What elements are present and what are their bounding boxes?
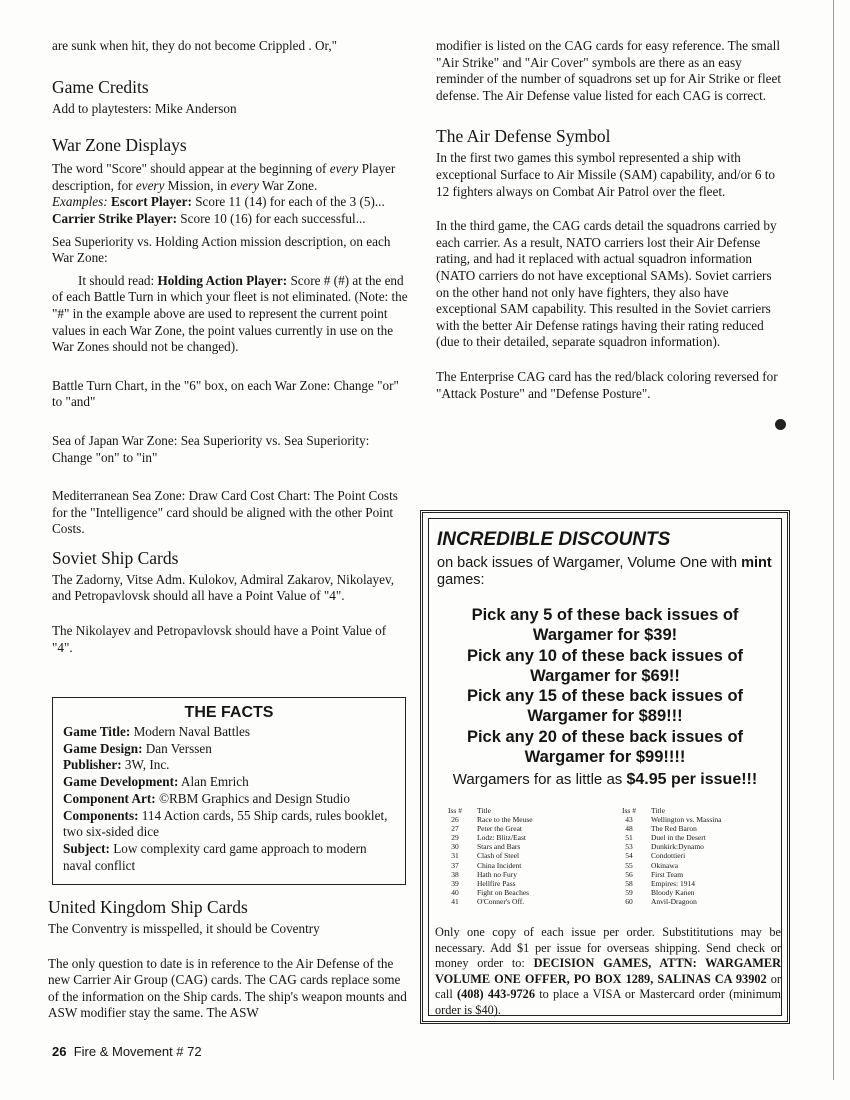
fact-label: Components: (63, 807, 139, 823)
discounts-ad-inner (428, 518, 782, 1016)
issue-row (445, 824, 577, 833)
end-of-article-bullet-icon (775, 419, 786, 430)
mediterranean-paragraph: Mediterranean Sea Zone: Draw Card Cost Chart: The Point Costs for the "Intelligence" card should be aligned with the other Point Costs. (52, 488, 398, 537)
left-column (52, 38, 410, 656)
issue-number: 59 (625, 887, 633, 897)
issue-row (619, 815, 751, 824)
offer-line: Wargamer for $39! (532, 626, 678, 645)
issue-row (619, 888, 751, 897)
offer-line: Pick any 20 of these back issues of (466, 727, 744, 746)
facts-box (52, 697, 406, 885)
game-credits-text: Add to playtesters: Mike Anderson (52, 100, 237, 116)
issue-title: Peter the Great (477, 824, 522, 834)
offer-line: Wargamer for $89!!! (527, 707, 683, 726)
issue-number: 43 (625, 815, 633, 825)
issue-title: Duel in the Desert (651, 833, 706, 843)
soviet-heading: Soviet Ship Cards (52, 547, 179, 568)
issues-rows-left (445, 815, 577, 906)
fact-value: 114 Action cards, 55 Ship cards, rules booklet, two six-sided dice (63, 807, 388, 840)
issue-number: 31 (451, 851, 459, 861)
issue-row (445, 879, 577, 888)
discounts-ad-box (420, 510, 790, 1024)
issue-title: Okinawa (651, 860, 679, 870)
war-zone-paragraph-1: The word "Score" should appear at the beginning of every Player description, for every Mission, in every War Zone. Examples: Escort Player: Score 11 (14) for each of the 3 (5)... Carrier Strike Player: Score 10 (16) for each successful... (52, 161, 396, 226)
issue-row (619, 879, 751, 888)
issues-header-right: Iss # Title (622, 806, 665, 815)
issue-row (619, 870, 751, 879)
offer-line: Pick any 10 of these back issues of (466, 646, 744, 665)
fact-value: Dan Verssen (142, 740, 212, 756)
issue-title: Wellington vs. Massina (651, 815, 722, 825)
intro-text: are sunk when hit, they do not become Crippled . Or," (52, 38, 338, 53)
issue-row (619, 824, 751, 833)
issue-row (445, 842, 577, 851)
issue-row (619, 897, 751, 906)
fact-label: Publisher: (63, 757, 122, 773)
magazine-name: Fire & Movement # 72 (73, 1044, 202, 1059)
right-column (436, 38, 788, 402)
issue-title: The Red Baron (651, 824, 697, 834)
issue-title: Hath no Fury (477, 869, 517, 879)
discounts-title: INCREDIBLE DISCOUNTS (437, 529, 671, 550)
fact-item (63, 774, 395, 791)
fact-value: 3W, Inc. (121, 757, 170, 773)
cag-continued-paragraph: modifier is listed on the CAG cards for easy reference. The small "Air Strike" and "Air Cover" symbols are there as an easy reminder of the number of squadrons set up for Air Strike or fleet defense. The Air Defense value listed for each CAG is correct. (436, 38, 781, 103)
issue-number: 29 (451, 833, 459, 843)
issue-row (445, 897, 577, 906)
air-defense-paragraph-2: In the third game, the CAG cards detail the squadrons carried by each carrier. As a result, NATO carriers lost their Air Defense rating, and had it replaced with actual squadron information (NATO carriers do not have exceptional SAMs). Soviet carriers on the other hand not only have fighters, they also have exceptional SAM capability. This resulted in the Soviet carriers with the better Air Defense ratings having their rating reduced (due to their detailed, separate squadron information). (436, 218, 777, 350)
issue-number: 53 (625, 842, 633, 852)
issue-number: 26 (451, 815, 459, 825)
issue-row (445, 815, 577, 824)
fact-label: Game Title: (63, 724, 131, 739)
offer-line: Wargamer for $69!! (530, 666, 680, 685)
issue-number: 55 (625, 860, 633, 870)
issue-row (445, 870, 577, 879)
fact-value: Low complexity card game approach to modern naval conflict (63, 840, 367, 873)
issue-row (619, 851, 751, 860)
fact-item (63, 791, 395, 808)
issue-number: 39 (451, 878, 459, 888)
issue-row (619, 842, 751, 851)
issue-title: Bloody Kanen (651, 887, 695, 897)
fact-value: ©RBM Graphics and Design Studio (155, 790, 350, 806)
page-edge-divider (833, 0, 834, 1080)
issue-number: 58 (625, 878, 633, 888)
fact-item (63, 841, 395, 874)
sea-of-japan-paragraph: Sea of Japan War Zone: Sea Superiority vs. Sea Superiority: Change "on" to "in" (52, 432, 370, 465)
fact-label: Subject: (63, 840, 110, 856)
offer-line: Wargamer for $99!!!! (524, 748, 686, 767)
issues-list-left (445, 806, 577, 906)
issue-row (445, 888, 577, 897)
soviet-paragraph-2: The Nikolayev and Petropavlovsk should have a Point Value of "4". (52, 623, 387, 655)
air-defense-paragraph-1: In the first two games this symbol represented a ship with exceptional Surface to Air Missile (SAM) capability, and/or 6 to 12 fighters always on Combat Air Patrol over the fleet. (436, 150, 776, 199)
price-line: Wargamers for as little as $4.95 per issue!!! (452, 771, 758, 788)
issue-title: Stars and Bars (477, 842, 521, 852)
discounts-order-info: Only one copy of each issue per order. Substititutions may be necessary. Add $1 per issue for overseas shipping. Send check or money order to: DECISION GAMES, ATTN: WARGAMER VOLUME ONE OFFER, PO BOX 1289, SALINAS CA 93902 or call (408) 443-9726 to place a VISA or Mastercard order (minimum order is $40). (435, 925, 781, 1017)
issue-title: Clash of Steel (477, 851, 520, 861)
issues-header-left: Iss # Title (448, 806, 491, 815)
uk-paragraph-1: The Conventry is misspelled, it should be Coventry (48, 921, 320, 936)
issue-number: 30 (451, 842, 459, 852)
fact-label: Game Design: (63, 740, 143, 756)
discounts-subtitle: on back issues of Wargamer, Volume One with mint games: (437, 555, 772, 588)
issue-title: Empires: 1914 (651, 878, 695, 888)
issue-title: Fight on Beaches (477, 887, 530, 897)
issue-number: 27 (451, 824, 459, 834)
offer-line: Pick any 5 of these back issues of (471, 606, 739, 624)
uk-heading: United Kingdom Ship Cards (48, 897, 248, 917)
soviet-paragraph-1: The Zadorny, Vitse Adm. Kulokov, Admiral Zakarov, Nikolayev, and Petropavlovsk should all have a Point Value of "4". (52, 571, 395, 604)
facts-title: THE FACTS (184, 704, 274, 721)
issue-title: Dunkirk:Dynamo (651, 842, 704, 852)
issue-title: Condottieri (651, 851, 686, 861)
fact-item (63, 757, 395, 774)
issue-title: First Team (651, 869, 684, 879)
uk-paragraph-2: The only question to date is in reference to the Air Defense of the new Carrier Air Group (CAG) cards. The CAG cards replace some of the information on the Ship cards. The ship's weapon mounts and ASW modifier stay the same. The ASW (48, 955, 407, 1021)
issue-title: O'Conner's Off. (477, 896, 525, 906)
issue-title: Hellfire Pass (477, 878, 516, 888)
fact-item (63, 741, 395, 758)
issue-number: 51 (625, 833, 633, 843)
issue-row (445, 861, 577, 870)
issue-row (619, 861, 751, 870)
issue-number: 41 (451, 896, 459, 906)
discount-offers (429, 605, 781, 767)
issue-title: Anvil-Dragoon (651, 896, 697, 906)
issues-rows-right (619, 815, 751, 906)
uk-section (48, 897, 410, 1022)
issue-number: 37 (451, 860, 459, 870)
issue-number: 48 (625, 824, 633, 834)
issue-number: 56 (625, 869, 633, 879)
war-zone-paragraph-3: It should read: Holding Action Player: Score # (#) at the end of each Battle Turn in which your fleet is not eliminated. (Note: the "#" in the example above are used to represent the current point values in each War Zone, the point values currently in use on the War Zones should not be changed). (52, 272, 408, 355)
issue-title: Lodz: Blitz/East (477, 833, 526, 843)
issue-number: 54 (625, 851, 633, 861)
issue-number: 60 (625, 896, 633, 906)
fact-item (63, 808, 395, 841)
war-zone-paragraph-2: Sea Superiority vs. Holding Action mission description, on each War Zone: (52, 233, 391, 266)
issue-title: Race to the Meuse (477, 815, 533, 825)
game-credits-heading: Game Credits (52, 76, 149, 97)
air-defense-heading: The Air Defense Symbol (436, 126, 611, 147)
fact-label: Game Development: (63, 774, 179, 790)
fact-item (63, 724, 395, 741)
issue-row (445, 833, 577, 842)
issue-row (619, 833, 751, 842)
fact-value: Modern Naval Battles (130, 724, 251, 739)
issue-title: China Incident (477, 860, 522, 870)
page-number: 26 (52, 1044, 67, 1059)
enterprise-paragraph: The Enterprise CAG card has the red/black coloring reversed for "Attack Posture" and "Defense Posture". (436, 368, 778, 401)
battle-turn-paragraph: Battle Turn Chart, in the "6" box, on each War Zone: Change "or" to "and" (52, 377, 399, 410)
war-zone-heading: War Zone Displays (52, 135, 187, 156)
facts-list (63, 724, 395, 874)
page-footer (52, 1044, 202, 1059)
fact-value: Alan Emrich (178, 774, 249, 790)
fact-label: Component Art: (63, 790, 156, 806)
issue-number: 38 (451, 869, 459, 879)
issues-list-right (619, 806, 751, 906)
issue-row (445, 851, 577, 860)
offer-line: Pick any 15 of these back issues of (466, 687, 744, 706)
issue-number: 40 (451, 887, 459, 897)
